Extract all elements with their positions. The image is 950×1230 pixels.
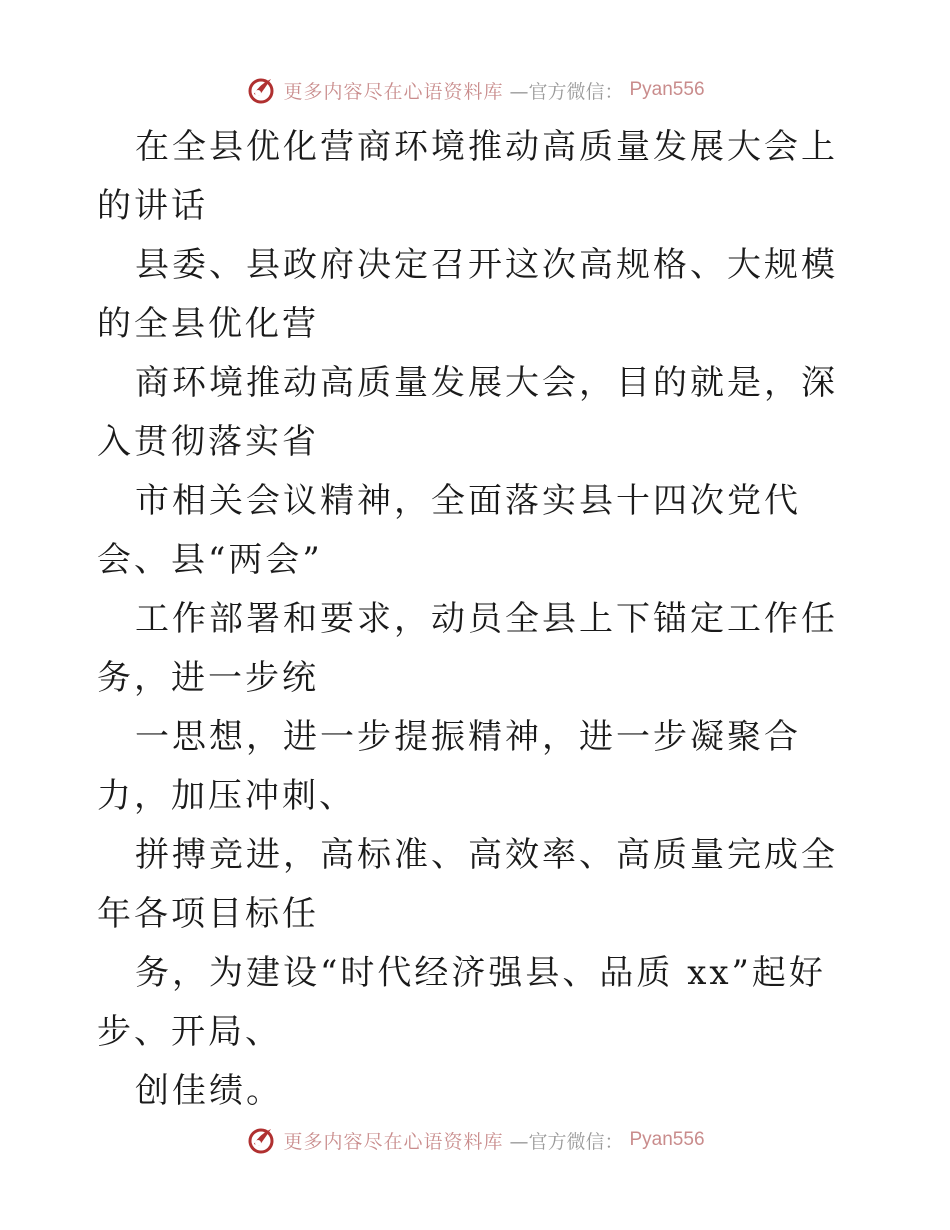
brush-logo-icon <box>245 1124 277 1156</box>
watermark-separator: —官方微信： <box>509 80 624 103</box>
watermark-separator: —官方微信： <box>509 1130 624 1153</box>
paragraph: 拼搏竞进，高标准、高效率、高质量完成全年各项目标任 <box>97 835 838 934</box>
footer-watermark <box>0 1120 950 1160</box>
watermark-text: 更多内容尽在心语资料库 <box>283 1130 504 1153</box>
paragraph: 工作部署和要求，动员全县上下锚定工作任务，进一步统 <box>97 599 838 698</box>
paragraph: 市相关会议精神，全面落实县十四次党代会、县“两会” <box>97 481 801 580</box>
paragraph: 一思想，进一步提振精神，进一步凝聚合力，加压冲刺、 <box>97 717 801 816</box>
paragraph: 县委、县政府决定召开这次高规格、大规模的全县优化营 <box>97 245 838 344</box>
watermark-account: Pyan556 <box>629 1129 705 1150</box>
brush-logo-icon <box>245 74 277 106</box>
paragraph: 创佳绩。 <box>135 1071 283 1111</box>
document-body <box>97 118 857 1121</box>
paragraph: 务，为建设“时代经济强县、品质 xx”起好步、开局、 <box>97 953 826 1052</box>
paragraph: 商环境推动高质量发展大会，目的就是，深入贯彻落实省 <box>97 363 838 462</box>
paragraph-title: 在全县优化营商环境推动高质量发展大会上的讲话 <box>97 127 838 226</box>
watermark-account: Pyan556 <box>629 79 705 100</box>
header-watermark <box>0 70 950 110</box>
watermark-text: 更多内容尽在心语资料库 <box>283 80 504 103</box>
